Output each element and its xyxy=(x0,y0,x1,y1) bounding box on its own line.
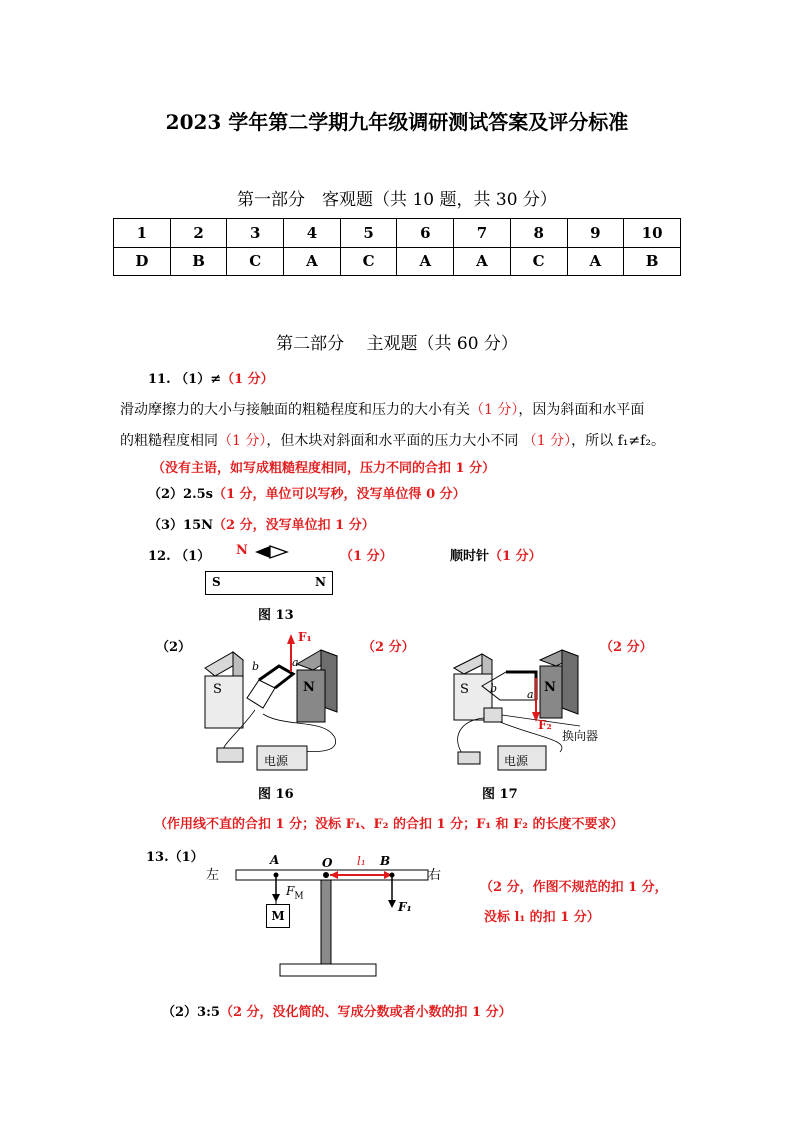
fig17-label-s: S xyxy=(460,682,469,697)
question-number-cell: 7 xyxy=(454,219,511,248)
q12-part2-score-right: （2 分） xyxy=(600,640,653,655)
n-magnet-block xyxy=(297,670,325,722)
fig17-label-a: a xyxy=(527,688,534,701)
fig17-commutator-label: 换向器 xyxy=(562,729,599,743)
lever-left-label: 左 xyxy=(206,868,220,883)
q12-rotation xyxy=(450,545,542,564)
fig17-label-n: N xyxy=(544,680,556,695)
fig16-power-label: 电源 xyxy=(264,754,289,768)
q11-part3-score: （2 分，没写单位扣 1 分） xyxy=(213,518,375,533)
question-number-row xyxy=(114,219,681,248)
fig13-caption: 图 13 xyxy=(258,608,294,623)
answer-cell: D xyxy=(114,247,171,276)
magnet-s-pole: S xyxy=(212,575,221,589)
fm-letter: F xyxy=(286,884,295,898)
answer-cell: A xyxy=(567,247,624,276)
answer-table xyxy=(113,218,681,276)
lever-f1-label: F₁ xyxy=(398,900,412,914)
fig17-f2-label: F₂ xyxy=(538,718,552,732)
q11-explanation-line2 xyxy=(120,430,665,450)
lever-fm-label xyxy=(286,884,304,901)
q11-explanation-line1 xyxy=(120,399,644,419)
q11-part1-score: （1 分） xyxy=(221,372,274,387)
answer-cell: A xyxy=(284,247,341,276)
mass-block: M xyxy=(266,904,290,928)
lever-l1-label: l₁ xyxy=(357,854,366,868)
lever-right-label: 右 xyxy=(428,868,442,883)
part2-heading: 第二部分 主观题（共 60 分） xyxy=(276,334,518,354)
q11-part2 xyxy=(148,483,466,502)
q11-score-a: （1 分） xyxy=(470,402,519,418)
q11-text-a: 滑动摩擦力的大小与接触面的粗糙程度和压力的大小有关 xyxy=(120,402,470,418)
q13-score-line1: （2 分，作图不规范的扣 1 分， xyxy=(480,880,668,895)
q11-part2-score: （1 分，单位可以写秒，没写单位得 0 分） xyxy=(212,487,466,502)
q12-part1-label: 12. （1） xyxy=(148,549,211,564)
s-magnet-block xyxy=(205,676,243,728)
fig17-label-b: b xyxy=(490,682,498,695)
q11-part3 xyxy=(148,514,375,533)
fig16-label-a: a xyxy=(292,656,299,669)
fm-subscript: M xyxy=(294,891,304,902)
document-title: 2023 学年第二学期九年级调研测试答案及评分标准 xyxy=(165,110,629,134)
q12-rotation-answer: 顺时针 xyxy=(450,549,490,564)
question-number-cell: 8 xyxy=(510,219,567,248)
fig17-power-label: 电源 xyxy=(504,754,529,768)
q11-score-c: （1 分） xyxy=(218,433,267,449)
q11-part2-answer: （2）2.5s xyxy=(148,487,213,502)
answer-cell: C xyxy=(340,247,397,276)
question-number-cell: 10 xyxy=(624,219,681,248)
q13-part2-answer: （2）3:5 xyxy=(162,1005,220,1020)
lever-diagram xyxy=(230,858,436,978)
lever-point-o: O xyxy=(322,856,333,870)
question-number-cell: 9 xyxy=(567,219,624,248)
question-number-cell: 1 xyxy=(114,219,171,248)
fig16-caption: 图 16 xyxy=(258,787,294,802)
fig16-label-n: N xyxy=(303,680,315,695)
answer-row xyxy=(114,247,681,276)
question-number-cell: 2 xyxy=(170,219,227,248)
q11-text-c: 的粗糙程度相同 xyxy=(120,433,218,449)
answer-cell: A xyxy=(454,247,511,276)
q11-text-b: ，因为斜面和水平面 xyxy=(518,402,645,418)
fig16-label-b: b xyxy=(252,660,260,673)
lever-point-b: B xyxy=(380,854,391,868)
q12-rotation-score: （1 分） xyxy=(489,549,542,564)
q13-part2 xyxy=(162,1001,512,1020)
q13-part2-score: （2 分，没化简的、写成分数或者小数的扣 1 分） xyxy=(219,1005,512,1020)
q12-part1-score: （1 分） xyxy=(340,549,393,564)
part1-heading: 第一部分 客观题（共 10 题，共 30 分） xyxy=(237,190,557,210)
q11-text-d: ，但木块对斜面和水平面的压力大小不同 xyxy=(266,433,519,449)
q11-part1 xyxy=(148,368,274,387)
question-number-cell: 3 xyxy=(227,219,284,248)
q11-note: （没有主语，如写成粗糙程度相同，压力不同的合扣 1 分） xyxy=(152,461,496,476)
q11-text-e: ，所以 f₁≠f₂。 xyxy=(571,433,665,449)
magnet-n-pole: N xyxy=(315,575,326,589)
answer-cell: B xyxy=(624,247,681,276)
q12-n-label: N xyxy=(236,543,248,558)
answer-cell: B xyxy=(170,247,227,276)
q12-part2-label: （2） xyxy=(156,640,192,655)
q12-part2-score-left: （2 分） xyxy=(362,640,415,655)
fig17-caption: 图 17 xyxy=(482,787,518,802)
motor-diagram-fig17 xyxy=(440,628,620,778)
q13-part1-label: 13.（1） xyxy=(146,850,204,865)
fig16-f1-label: F₁ xyxy=(298,630,312,644)
question-number-cell: 5 xyxy=(340,219,397,248)
q12-note: （作用线不直的合扣 1 分；没标 F₁、F₂ 的合扣 1 分；F₁ 和 F₂ 的长度不要求） xyxy=(154,817,624,832)
question-number-cell: 4 xyxy=(284,219,341,248)
q11-score-d: （1 分） xyxy=(518,433,572,449)
q11-part3-answer: （3）15N xyxy=(148,518,214,533)
fig16-label-s: S xyxy=(213,682,222,697)
compass-needle-icon xyxy=(253,545,289,559)
q11-part1-answer: 11. （1）≠ xyxy=(148,372,222,387)
answer-cell: A xyxy=(397,247,454,276)
bar-magnet xyxy=(205,571,333,595)
answer-cell: C xyxy=(227,247,284,276)
lever-point-a: A xyxy=(270,853,280,867)
q13-score-line2: 没标 l₁ 的扣 1 分） xyxy=(484,910,600,925)
question-number-cell: 6 xyxy=(397,219,454,248)
answer-cell: C xyxy=(510,247,567,276)
